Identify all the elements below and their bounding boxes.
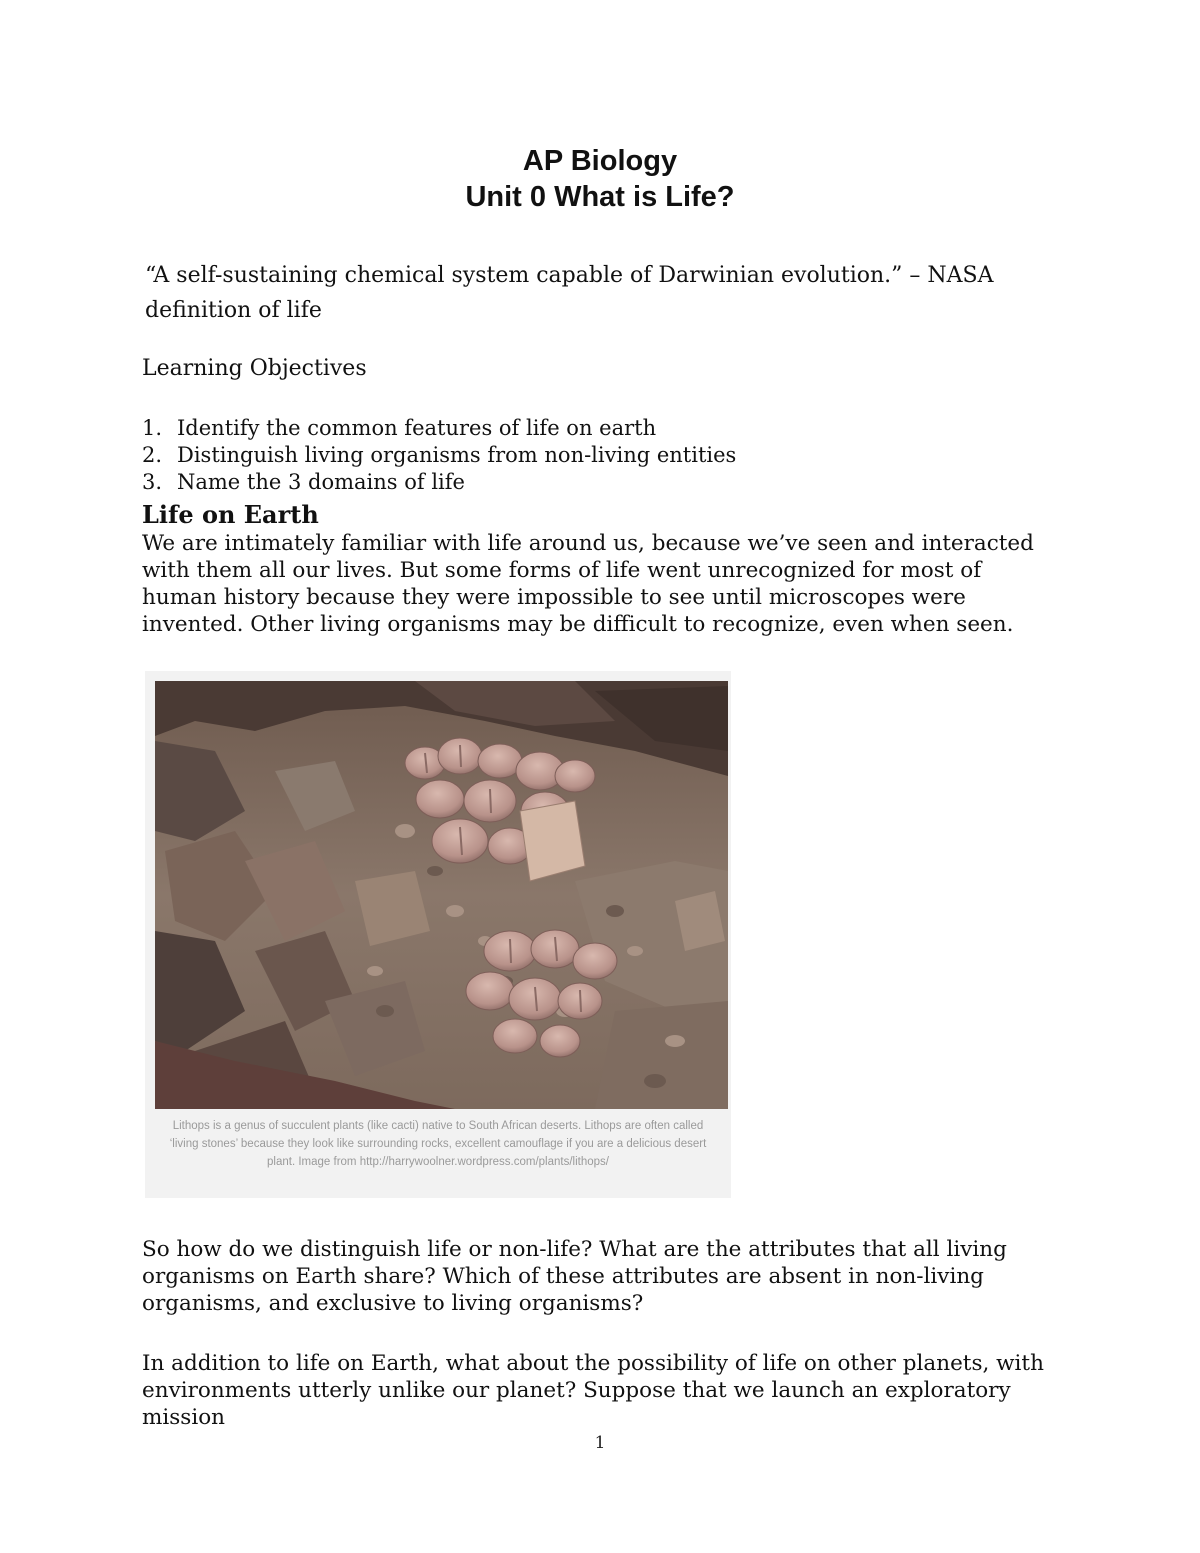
objective-number: 3. (142, 470, 163, 494)
lithops-figure (145, 671, 731, 1198)
nasa-quote: “A self-sustaining chemical system capable of Darwinian evolution.” – NASA definition of life (145, 263, 994, 323)
objective-number: 1. (142, 416, 163, 440)
title-line-2: Unit 0 What is Life? (465, 181, 735, 213)
objective-item (142, 469, 736, 496)
title-line-1: AP Biology (522, 145, 678, 177)
objectives-list (142, 415, 736, 496)
objective-item (142, 415, 736, 442)
paragraph-other-planets: In addition to life on Earth, what about the possibility of life on other planets, with environments utterly unlike our planet? Suppose that we launch an exploratory mission (142, 1351, 1044, 1430)
figure-caption: Lithops is a genus of succulent plants (like cacti) native to South African deserts. Lithops are often called ‘living stones’ because they look like surrounding rocks, excellent camouflage if you are a delicious desert plant. Image from http://harrywoolner.wordpress.com/plants/lithops/ (169, 1120, 707, 1168)
objective-number: 2. (142, 443, 163, 467)
objective-item (142, 442, 736, 469)
paragraph-question: So how do we distinguish life or non-life? What are the attributes that all living organisms on Earth share? Which of these attributes are absent in non-living organisms, and exclusive to living organisms? (142, 1237, 1007, 1316)
paragraph-intro: We are intimately familiar with life around us, because we’ve seen and interacted with them all our lives. But some forms of life went unrecognized for most of human history because they were impossible to see until microscopes were invented. Other living organisms may be difficult to recognize, even when seen. (142, 531, 1034, 637)
objective-text: Identify the common features of life on earth (177, 416, 657, 440)
section-heading: Life on Earth (142, 500, 319, 529)
objective-text: Name the 3 domains of life (177, 470, 465, 494)
objective-text: Distinguish living organisms from non-living entities (177, 443, 737, 467)
page-number: 1 (594, 1433, 606, 1453)
lithops-photo (155, 681, 728, 1109)
objectives-heading: Learning Objectives (142, 356, 367, 381)
